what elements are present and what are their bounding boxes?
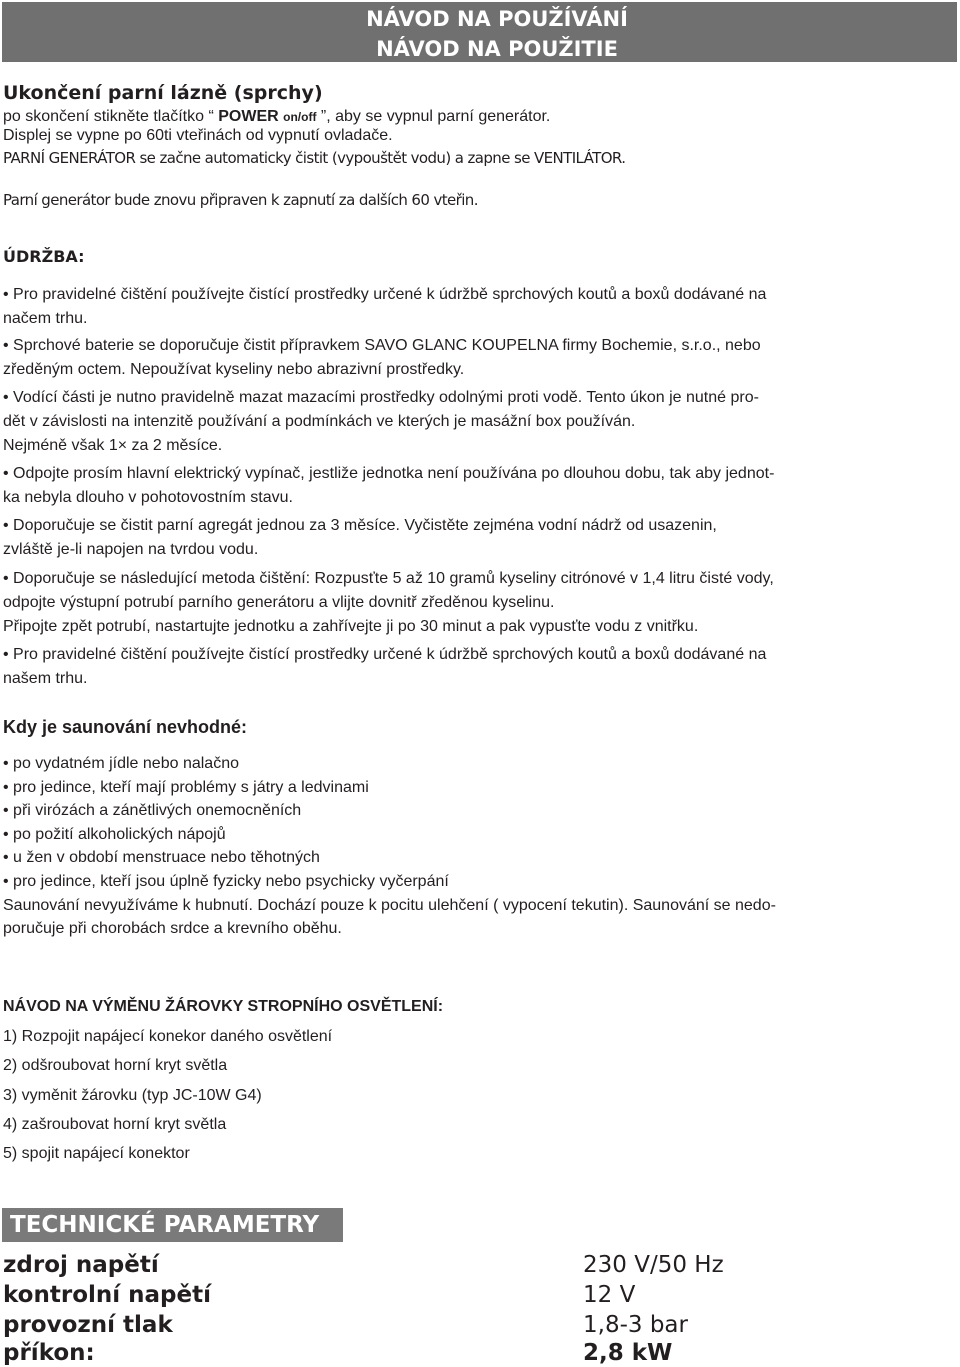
- spec-value-pressure: 1,8-3 bar: [583, 1312, 688, 1338]
- maintenance-line: ka nebyla dlouho v pohotovostním stavu.: [3, 489, 293, 506]
- bulb-title: NÁVOD NA VÝMĚNU ŽÁROVKY STROPNÍHO OSVĚTLENÍ:: [3, 998, 444, 1015]
- sauna-item: • pro jedince, kteří jsou úplně fyzicky nebo psychicky vyčerpání: [3, 873, 449, 890]
- maintenance-line: načem trhu.: [3, 310, 88, 327]
- maintenance-line-text: • Vodící části je nutno pravidelně mazat mazacími prostředky odolnými proti vodě. Tento úkon je nutné pro: [3, 389, 754, 406]
- steam-end-line-1-post: ”, aby se vypnul parní generátor.: [316, 108, 551, 125]
- technical-title-bar: [2, 1208, 343, 1242]
- steam-end-line-2: Displej se vypne po 60ti vteřinách od vypnutí ovladače.: [3, 127, 393, 144]
- maintenance-line: • Vodící části je nutno pravidelně mazat mazacími prostředky odolnými proti vodě. Tento úkon je nutné pro-: [3, 389, 759, 406]
- sauna-item: • u žen v období menstruace nebo těhotných: [3, 849, 320, 866]
- sauna-note-line-2: poručuje při chorobách srdce a krevního oběhu.: [3, 920, 342, 937]
- sauna-item: • pro jedince, kteří mají problémy s játry a ledvinami: [3, 779, 369, 796]
- spec-label-pressure: provozní tlak: [3, 1312, 173, 1338]
- sauna-title: Kdy je saunování nevhodné:: [3, 717, 248, 737]
- maintenance-line: Připojte zpět potrubí, nastartujte jednotku a zahřívejte ji po 30 minut a pak vypusťte vodu z vnitřku.: [3, 618, 699, 635]
- sauna-item: • po vydatném jídle nebo nalačno: [3, 755, 239, 772]
- steam-end-line-1: [3, 107, 550, 127]
- power-button-sub: on/off: [283, 110, 317, 124]
- header-title-line2: NÁVOD NA POUŽITIE: [376, 37, 618, 61]
- maintenance-line: Nejméně však 1× za 2 měsíce.: [3, 437, 223, 454]
- spec-label-control-voltage: kontrolní napětí: [3, 1282, 211, 1308]
- steam-end-title: Ukončení parní lázně (sprchy): [3, 82, 323, 104]
- steam-end-line-1-pre: po skončení stikněte tlačítko “: [3, 108, 219, 125]
- bulb-step: 3) vyměnit žárovku (typ JC-10W G4): [3, 1087, 262, 1104]
- spec-label-voltage: zdroj napětí: [3, 1252, 159, 1278]
- maintenance-line: dět v závislosti na intenzitě používání a podmínkách ve kterých je masážní box používán.: [3, 413, 636, 430]
- header-bar: [2, 2, 957, 62]
- sauna-item: • po požití alkoholických nápojů: [3, 826, 226, 843]
- maintenance-line: • Doporučuje se čistit parní agregát jednou za 3 měsíce. Vyčistěte zejména vodní nádrž od usazenin,: [3, 517, 717, 534]
- steam-end-line-3: PARNÍ GENERÁTOR se začne automaticky čistit (vypouštět vodu) a zapne se VENTILÁTOR.: [3, 149, 626, 167]
- bulb-step: 5) spojit napájecí konektor: [3, 1145, 190, 1162]
- maintenance-line: • Odpojte prosím hlavní elektrický vypínač, jestliže jednotka není používána po dlouhou dobu, tak aby jednot-: [3, 465, 775, 482]
- power-button-label: POWER: [218, 108, 279, 125]
- bulb-step: 2) odšroubovat horní kryt světla: [3, 1057, 228, 1074]
- maintenance-title: ÚDRŽBA:: [3, 247, 85, 266]
- sauna-note-line-1: Saunování nevyužíváme k hubnutí. Dochází pouze k pocitu ulehčení ( vypocení tekutin). Saunování se nedo-: [3, 897, 776, 914]
- spec-value-control-voltage: 12 V: [583, 1282, 636, 1308]
- steam-end-line-4: Parní generátor bude znovu připraven k zapnutí za dalších 60 vteřin.: [3, 191, 478, 209]
- spec-label-power: příkon:: [3, 1340, 95, 1366]
- maintenance-line: • Doporučuje se následující metoda čištění: Rozpusťte 5 až 10 gramů kyseliny citrónové v 1,4 litru čisté vody,: [3, 570, 774, 587]
- maintenance-line: zvláště je-li napojen na tvrdou vodu.: [3, 541, 259, 558]
- spec-value-voltage: 230 V/50 Hz: [583, 1252, 724, 1278]
- maintenance-line: • Sprchové baterie se doporučuje čistit přípravkem SAVO GLANC KOUPELNA firmy Bochemie, s.r.o., nebo: [3, 337, 761, 354]
- header-title-line1: NÁVOD NA POUŽÍVÁNÍ: [366, 7, 628, 31]
- sauna-item: • při virózách a zánětlivých onemocněních: [3, 802, 302, 819]
- bulb-step: 1) Rozpojit napájecí konekor daného osvětlení: [3, 1028, 333, 1045]
- maintenance-line: zředěným octem. Nepoužívat kyseliny nebo abrazivní prostředky.: [3, 361, 465, 378]
- maintenance-line: • Pro pravidelné čištění používejte čistící prostředky určené k údržbě sprchových koutů a boxů dodávané na: [3, 286, 767, 303]
- spec-value-power: 2,8 kW: [583, 1340, 673, 1366]
- maintenance-line: odpojte výstupní potrubí parního generátoru a vlijte dovnitř zředěnou kyselinu.: [3, 594, 555, 611]
- maintenance-line: našem trhu.: [3, 670, 88, 687]
- technical-title: TECHNICKÉ PARAMETRY: [10, 1212, 320, 1238]
- maintenance-line: • Pro pravidelné čištění používejte čistící prostředky určené k údržbě sprchových koutů a boxů dodávané na: [3, 646, 767, 663]
- bulb-step: 4) zašroubovat horní kryt světla: [3, 1116, 227, 1133]
